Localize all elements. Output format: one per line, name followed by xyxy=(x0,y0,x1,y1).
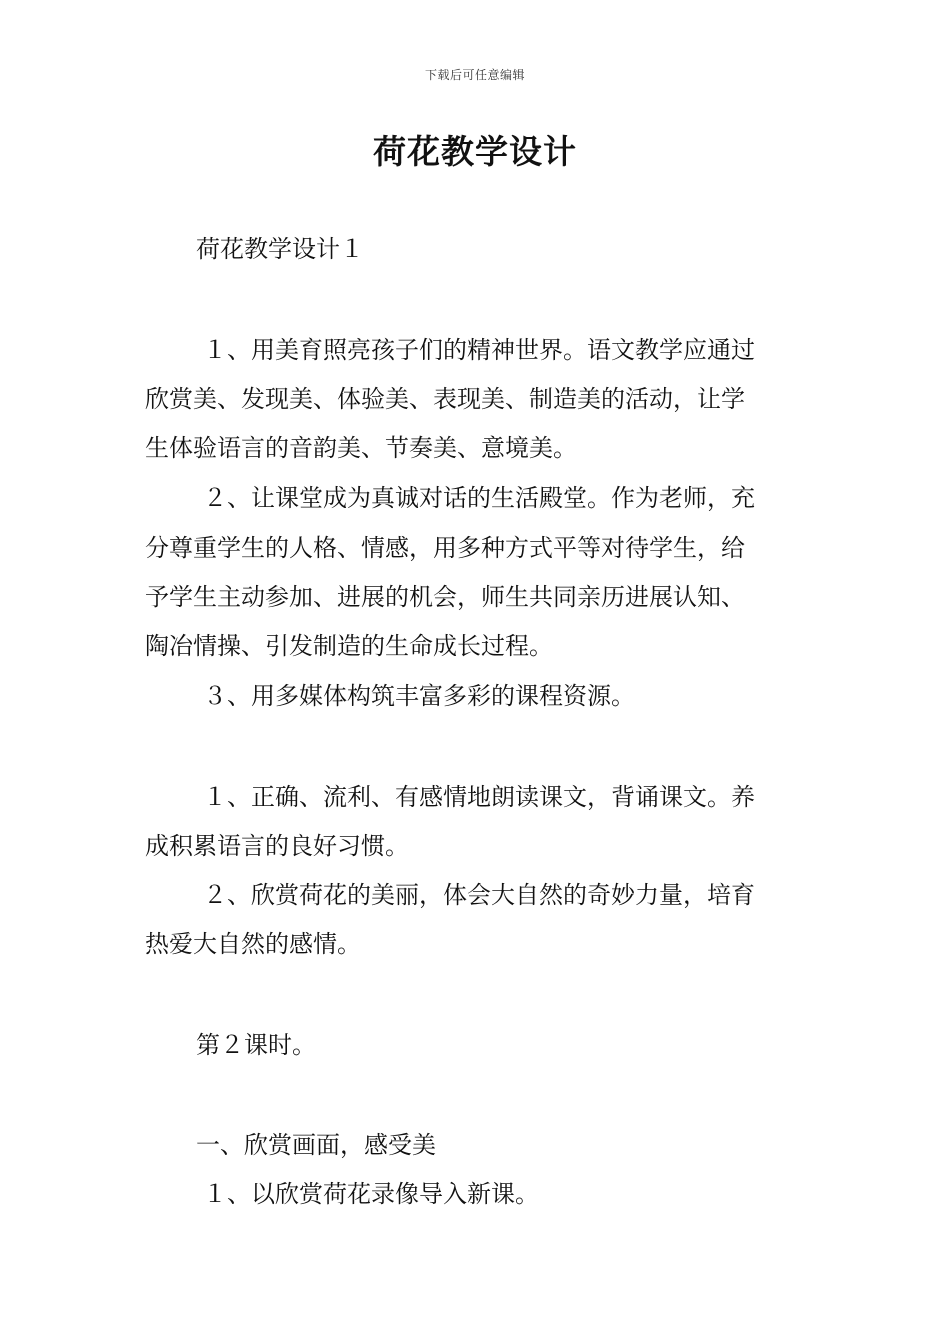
paragraph-line: 予学生主动参加、进展的机会，师生共同亲历进展认知、 xyxy=(145,583,745,611)
header-note: 下载后可任意编辑 xyxy=(424,68,525,82)
paragraph-line: 分尊重学生的人格、情感，用多种方式平等对待学生，给 xyxy=(145,534,745,562)
step-item: １、以欣赏荷花录像导入新课。 xyxy=(203,1180,539,1208)
paragraph-line: 成积累语言的良好习惯。 xyxy=(145,832,409,860)
paragraph-line: 欣赏美、发现美、体验美、表现美、制造美的活动，让学 xyxy=(145,385,745,413)
step-heading: 一、欣赏画面，感受美 xyxy=(196,1131,436,1159)
paragraph-line: １、用美育照亮孩子们的精神世界。语文教学应通过 xyxy=(203,336,755,364)
paragraph-line: 生体验语言的音韵美、节奏美、意境美。 xyxy=(145,434,577,462)
paragraph-line: １、正确、流利、有感情地朗读课文，背诵课文。养 xyxy=(203,783,755,811)
paragraph-line: ２、让课堂成为真诚对话的生活殿堂。作为老师，充 xyxy=(203,484,755,512)
paragraph-line: 陶冶情操、引发制造的生命成长过程。 xyxy=(145,632,553,660)
paragraph-line: 热爱大自然的感情。 xyxy=(145,930,361,958)
lesson-label: 第２课时。 xyxy=(196,1031,316,1059)
section-heading: 荷花教学设计１ xyxy=(196,235,364,263)
paragraph-line: ３、用多媒体构筑丰富多彩的课程资源。 xyxy=(203,682,635,710)
document-title: 荷花教学设计 xyxy=(373,132,577,171)
paragraph-line: ２、欣赏荷花的美丽，体会大自然的奇妙力量，培育 xyxy=(203,881,755,909)
